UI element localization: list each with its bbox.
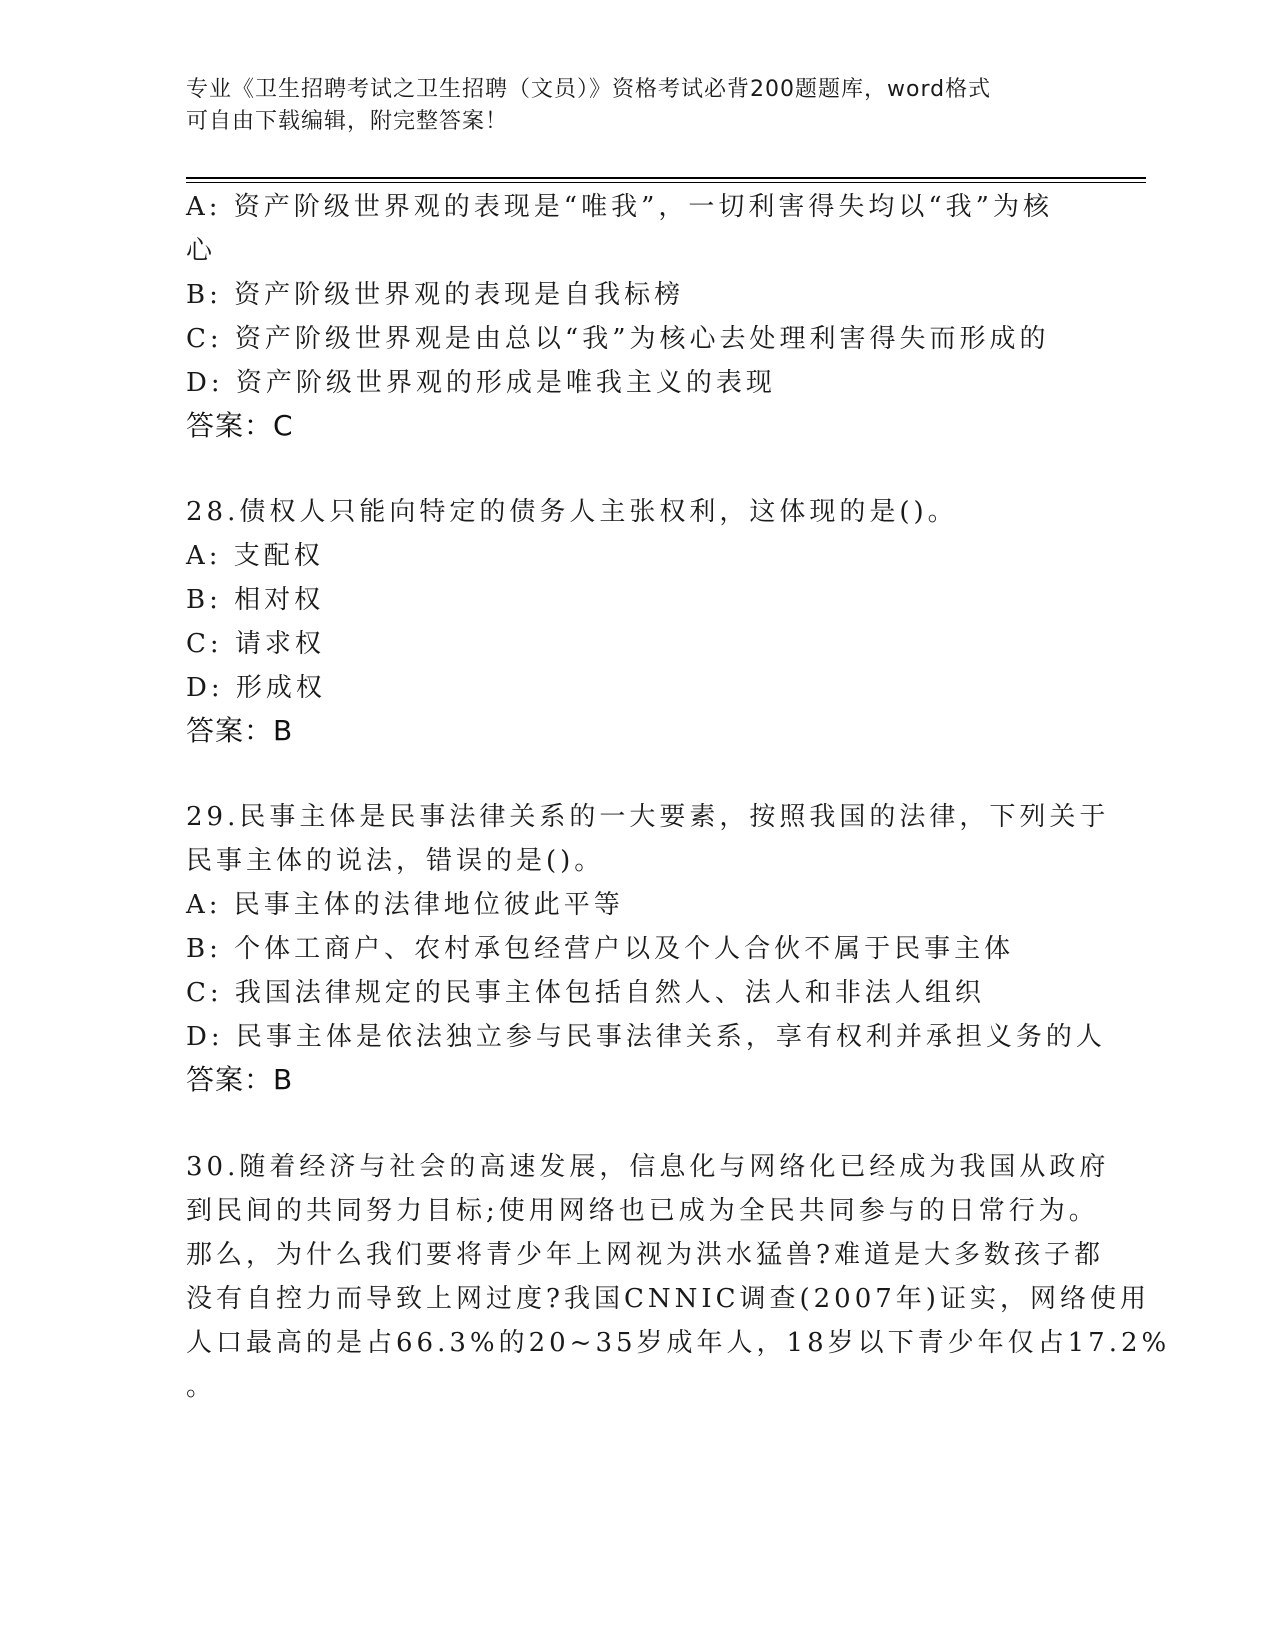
q29-stem-line-2: 民事主体的说法，错误的是()。	[186, 846, 605, 876]
document-header	[186, 74, 1086, 138]
q29-option-d: D: 民事主体是依法独立参与民事法律关系，享有权利并承担义务的人	[186, 1022, 1106, 1052]
q30-stem-line-3: 那么，为什么我们要将青少年上网视为洪水猛兽?难道是大多数孩子都	[186, 1240, 1104, 1270]
q28-option-c: C: 请求权	[186, 629, 325, 659]
q29-option-a: A: 民事主体的法律地位彼此平等	[186, 890, 624, 920]
q30-stem-line-6: 。	[186, 1372, 217, 1402]
header-divider-thin	[186, 182, 1146, 183]
q27-option-a: A: 资产阶级世界观的表现是“唯我”，一切利害得失均以“我”为核	[186, 192, 1053, 222]
q28-stem: 28.债权人只能向特定的债务人主张权利，这体现的是()。	[186, 497, 958, 527]
q30-stem-line-4: 没有自控力而导致上网过度?我国CNNIC调查(2007年)证实，网络使用	[186, 1284, 1150, 1314]
q28-option-a: A: 支配权	[186, 541, 324, 571]
q27-option-b: B: 资产阶级世界观的表现是自我标榜	[186, 280, 685, 310]
q29-option-c: C: 我国法律规定的民事主体包括自然人、法人和非法人组织	[186, 978, 985, 1008]
q30-stem-line-1: 30.随着经济与社会的高速发展，信息化与网络化已经成为我国从政府	[186, 1152, 1110, 1182]
header-divider-thick	[186, 177, 1146, 179]
q27-option-d: D: 资产阶级世界观的形成是唯我主义的表现	[186, 368, 776, 398]
q30-stem-line-2: 到民间的共同努力目标;使用网络也已成为全民共同参与的日常行为。	[186, 1196, 1099, 1226]
header-line-2: 可自由下载编辑，附完整答案！	[186, 109, 509, 134]
q28-option-b: B: 相对权	[186, 585, 325, 615]
q28-option-d: D: 形成权	[186, 673, 326, 703]
header-line-1: 专业《卫生招聘考试之卫生招聘（文员）》资格考试必背200题题库，word格式	[186, 77, 992, 102]
q30-stem-line-5: 人口最高的是占66.3%的20~35岁成年人，18岁以下青少年仅占17.2%	[186, 1328, 1171, 1358]
q28-answer: 答案：B	[186, 714, 294, 747]
q27-answer: 答案：C	[186, 409, 294, 442]
q29-option-b: B: 个体工商户、农村承包经营户以及个人合伙不属于民事主体	[186, 934, 1015, 964]
q29-stem-line-1: 29.民事主体是民事法律关系的一大要素，按照我国的法律，下列关于	[186, 802, 1110, 832]
q29-answer: 答案：B	[186, 1063, 294, 1096]
q27-option-c: C: 资产阶级世界观是由总以“我”为核心去处理利害得失而形成的	[186, 324, 1050, 354]
q27-option-a-cont: 心	[186, 236, 217, 266]
